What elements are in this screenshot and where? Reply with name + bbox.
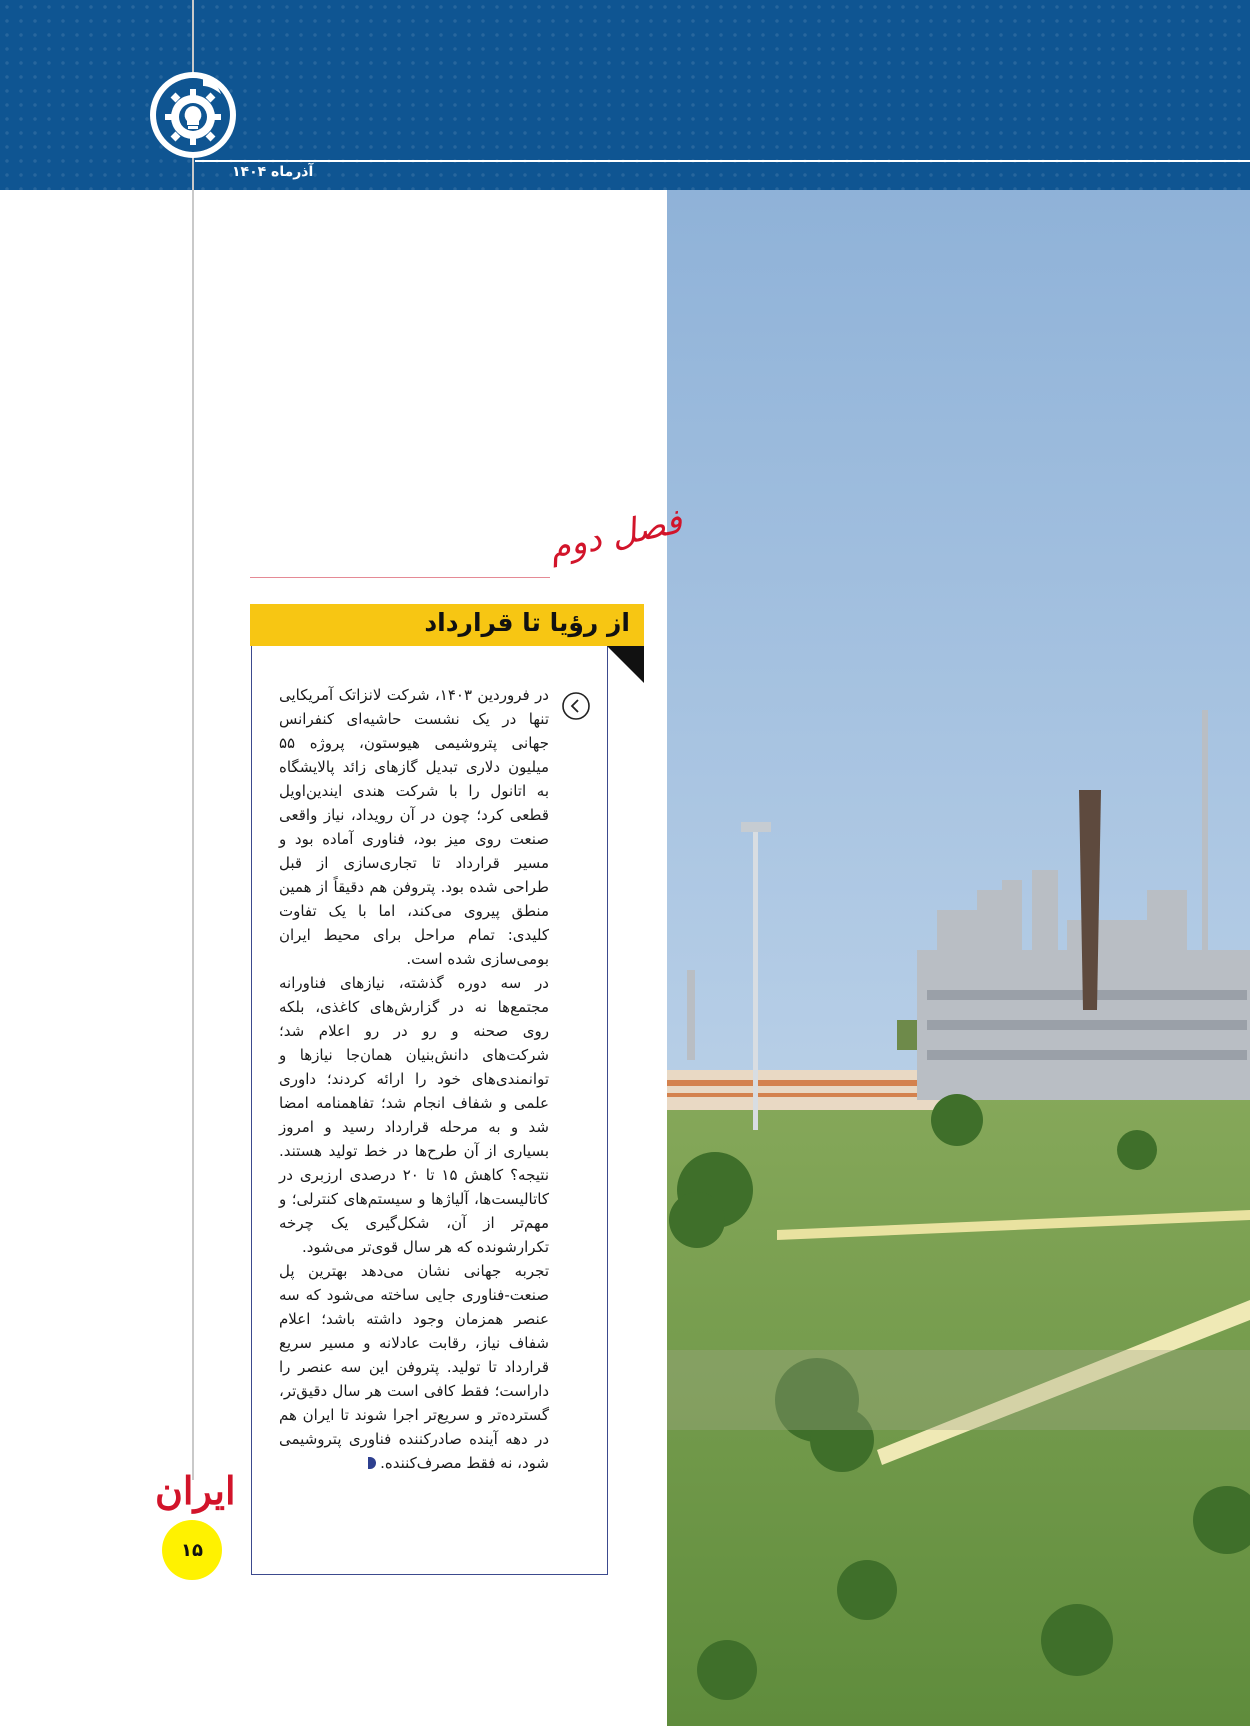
brand-logo: ایران bbox=[155, 1468, 236, 1513]
chapter-label: فصل دوم bbox=[545, 501, 686, 569]
gear-bulb-logo-icon bbox=[148, 70, 238, 160]
body-paragraph-3 bbox=[279, 1259, 549, 1475]
page-number: ۱۵ bbox=[162, 1520, 222, 1580]
chapter-rule bbox=[250, 577, 550, 578]
header-divider bbox=[195, 160, 1250, 162]
corner-triangle bbox=[607, 646, 644, 683]
refinery-photo bbox=[667, 190, 1250, 1726]
body-paragraph-1: در فروردین ۱۴۰۳، شرکت لانزاتک آمریکایی تنها در یک نشست حاشیه‌ای کنفرانس جهانی پتروشیمی هیوستون، پروژه ۵۵ میلیون دلاری تبدیل گازهای زائد پالایشگاه به اتانول را با شرکت هندی ایندین‌اویل قطعی کرد؛ چون در آن رویداد، نیاز واقعی صنعت روی میز بود، فناوری آماده بود و مسیر قرارداد تا تجاری‌سازی از قبل طراحی شده بود. پتروفن هم دقیقاً از همین منطق پیروی می‌کند، اما با یک تفاوت کلیدی: تمام مراحل برای محیط ایران بومی‌سازی شده است. bbox=[279, 686, 549, 968]
body-paragraph-2: در سه دوره گذشته، نیازهای فناورانه مجتمع‌ها نه در گزارش‌های کاغذی، بلکه روی صحنه و رو در رو اعلام شد؛ شرکت‌های دانش‌بنیان همان‌جا نیازها و توانمندی‌های خود را ارائه کردند؛ داوری علمی و شفاف انجام شد؛ تفاهمنامه امضا شد و به مرحله قرارداد رسید و امروز بسیاری از آن طرح‌ها در خط تولید هستند. نتیجه؟ کاهش ۱۵ تا ۲۰ درصدی ارزبری در کاتالیست‌ها، آلیاژها و سیستم‌های کنترلی؛ و مهم‌تر از آن، شکل‌گیری یک چرخه تکرارشونده که هر سال قوی‌تر می‌شود. bbox=[279, 974, 550, 1256]
article-title: از رؤیا تا قرارداد bbox=[424, 608, 630, 637]
article-body bbox=[279, 683, 549, 1475]
end-mark-icon bbox=[368, 1457, 376, 1469]
issue-date: آذرماه ۱۴۰۴ bbox=[232, 164, 314, 180]
margin-rule bbox=[192, 0, 194, 1480]
chevron-left-icon bbox=[561, 691, 591, 721]
title-bar bbox=[250, 604, 644, 646]
body-paragraph-3-text: تجربه جهانی نشان می‌دهد بهترین پل صنعت-فناوری جایی ساخته می‌شود که سه عنصر همزمان وجود داشته باشد؛ اعلام شفاف نیاز، رقابت عادلانه و مسیر سریع قرارداد تا تولید. پتروفن این سه عنصر را داراست؛ فقط کافی است هر سال دقیق‌تر، گسترده‌تر و سریع‌تر اجرا شوند تا ایران هم در دهه آینده صادرکننده فناوری پتروشیمی شود، نه فقط مصرف‌کننده. bbox=[279, 1262, 549, 1472]
